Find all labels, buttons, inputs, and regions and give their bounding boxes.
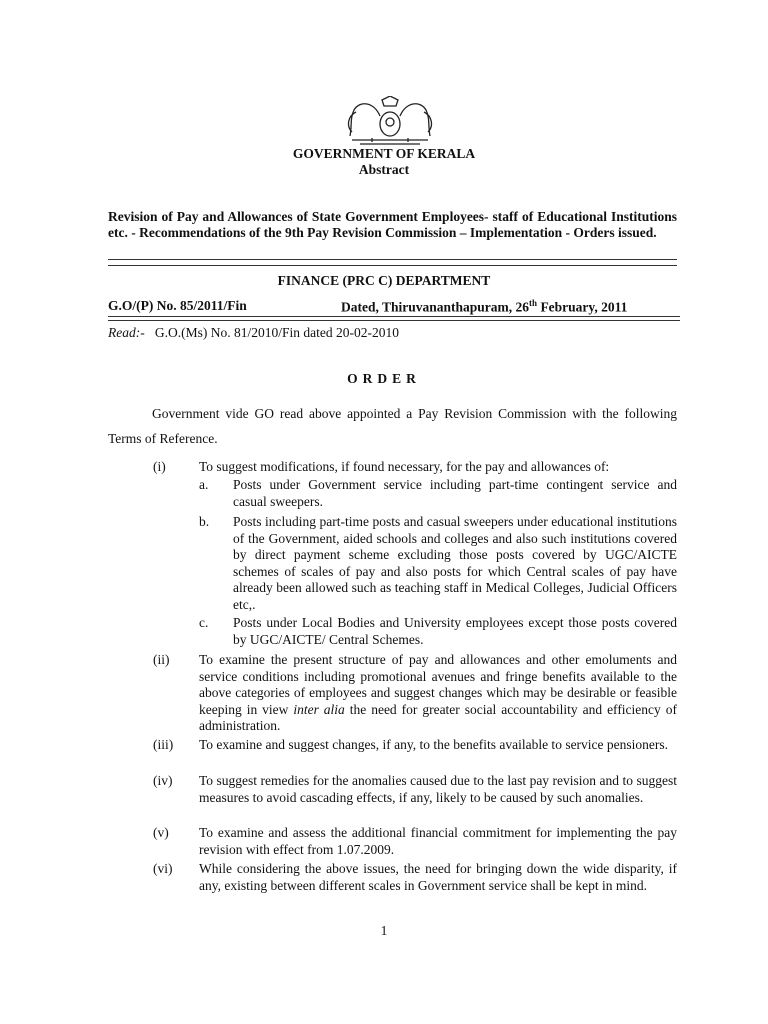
read-label: Read:- xyxy=(108,325,145,340)
read-text: G.O.(Ms) No. 81/2010/Fin dated 20-02-2010 xyxy=(154,325,399,340)
go-date: Dated, Thiruvananthapuram, 26th February, 2011 xyxy=(341,298,628,315)
department-title: FINANCE (PRC C) DEPARTMENT xyxy=(277,273,491,288)
subject-line: Revision of Pay and Allowances of State Government Employees- staff of Educational Institutions etc. - Recommendations of the 9th Pay Revision Commission – Implementation - Orders issued. xyxy=(108,209,677,240)
page-number: 1 xyxy=(380,923,388,938)
subitem-text: Posts under Government service including part-time contingent service and casual sweepers. xyxy=(233,477,677,509)
read-reference xyxy=(108,325,399,341)
subitem-text: Posts under Local Bodies and University employees except those posts covered by UGC/AICTE/ Central Schemes. xyxy=(233,615,677,647)
term-number: (iv) xyxy=(153,773,173,788)
term-text: To examine the present structure of pay and allowances and other emoluments and service conditions including promotional avenues and fringe benefits available to the above categories of employees and suggest changes which may be desirable or feasible keeping in view inter alia the need for greater social accountability and efficiency of administration. xyxy=(199,652,677,733)
intro-paragraph: Government vide GO read above appointed a Pay Revision Commission with the following Terms of Reference. xyxy=(108,406,677,446)
term-text: To examine and suggest changes, if any, to the benefits available to service pensioners. xyxy=(199,737,669,752)
header-rule-divider xyxy=(108,316,680,321)
term-number: (ii) xyxy=(153,652,170,667)
term-text: To suggest remedies for the anomalies caused due to the last pay revision and to suggest measures to avoid cascading effects, if any, likely to be caused by such anomalies. xyxy=(199,773,677,805)
term-text: While considering the above issues, the need for bringing down the wide disparity, if any, existing between different scales in Government service shall be kept in mind. xyxy=(199,861,677,893)
go-number: G.O/(P) No. 85/2011/Fin xyxy=(108,298,247,313)
kerala-emblem-icon xyxy=(342,96,438,148)
government-title: GOVERNMENT OF KERALA xyxy=(292,146,476,161)
subitem-letter: c. xyxy=(199,615,209,630)
double-rule-divider xyxy=(108,259,677,266)
term-number: (v) xyxy=(153,825,169,840)
subitem-letter: b. xyxy=(199,514,210,529)
term-number: (vi) xyxy=(153,861,173,876)
term-text: To examine and assess the additional financial commitment for implementing the pay revision with effect from 1.07.2009. xyxy=(199,825,677,857)
term-text: To suggest modifications, if found necessary, for the pay and allowances of: xyxy=(199,459,610,474)
subitem-text: Posts including part-time posts and casual sweepers under educational institutions of the Government, aided schools and colleges and also such institutions covered by direct payment scheme excluding those posts covered by UGC/AICTE schemes of scales of pay and also posts for which Central scales of pay have already been allowed such as teaching staff in Medical Colleges, Judicial Officers etc,. xyxy=(233,514,677,612)
order-title: ORDER xyxy=(347,371,421,386)
term-number: (iii) xyxy=(153,737,174,752)
subitem-letter: a. xyxy=(199,477,209,492)
term-number: (i) xyxy=(153,459,166,474)
abstract-label: Abstract xyxy=(358,162,410,177)
